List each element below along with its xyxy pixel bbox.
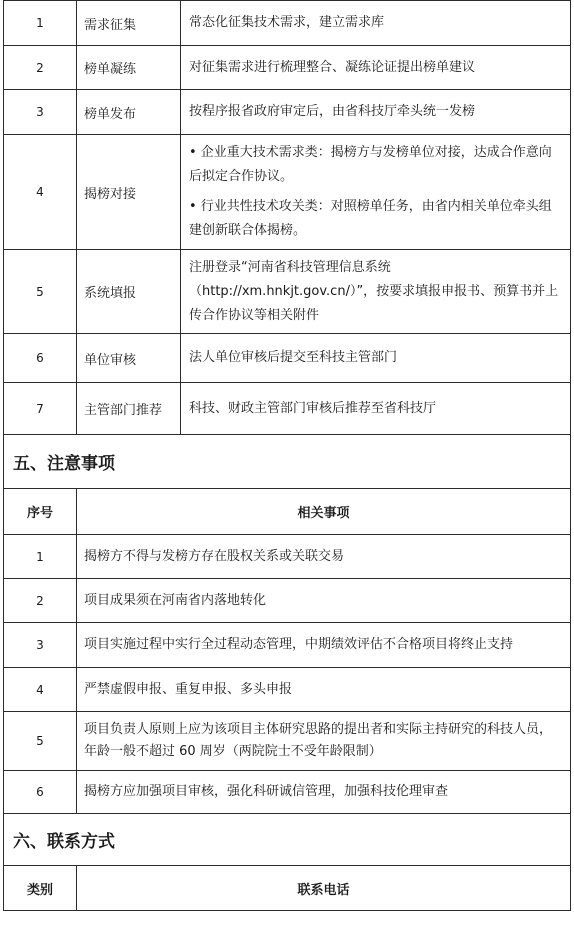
step-name: 主管部门推荐: [77, 383, 181, 435]
table-row: [4, 668, 571, 712]
step-name: 榜单发布: [77, 90, 181, 135]
step-description: [181, 135, 571, 250]
table-header-row: [4, 489, 571, 535]
step-number: 1: [4, 1, 77, 46]
table-row: [4, 250, 571, 334]
step-description: [181, 383, 571, 435]
column-header-phone: 联系电话: [77, 866, 571, 911]
table-row: [4, 334, 571, 383]
section-heading: 五、注意事项: [4, 435, 571, 489]
step-description: [181, 1, 571, 46]
table-row: [4, 771, 571, 814]
item-number: 6: [4, 771, 77, 814]
step-description-line: • 行业共性技术攻关类：对照榜单任务，由省内相关单位牵头组建创新联合体揭榜。: [189, 199, 552, 238]
step-number: 6: [4, 334, 77, 383]
item-number: 5: [4, 712, 77, 771]
table-row: [4, 46, 571, 90]
item-number: 2: [4, 579, 77, 623]
step-description-line: • 企业重大技术需求类：揭榜方与发榜单位对接，达成合作意向后拟定合作协议。: [189, 145, 552, 184]
step-number: 2: [4, 46, 77, 90]
item-text: 严禁虚假申报、重复申报、多头申报: [77, 668, 571, 712]
step-description-line: 法人单位审核后提交至科技主管部门: [189, 350, 398, 365]
step-number: 5: [4, 250, 77, 334]
table-row: [4, 383, 571, 435]
item-text: 揭榜方应加强项目审核，强化科研诚信管理，加强科技伦理审查: [77, 771, 571, 814]
step-description: [181, 334, 571, 383]
table-header-row: [4, 866, 571, 911]
document-page: [3, 0, 571, 911]
table-row: [4, 712, 571, 771]
column-header-type: 类别: [4, 866, 77, 911]
step-description-line: 按程序报省政府审定后，由省科技厅牵头统一发榜: [189, 104, 476, 119]
step-description-line: 注册登录“河南省科技管理信息系统（http://xm.hnkjt.gov.cn/）”，按要求填报申报书、预算书并上传合作协议等相关附件: [189, 259, 559, 323]
item-text: 揭榜方不得与发榜方存在股权关系或关联交易: [77, 535, 571, 579]
step-name: 需求征集: [77, 1, 181, 46]
table-row: [4, 135, 571, 250]
table-row: [4, 623, 571, 668]
table-row: [4, 535, 571, 579]
column-header-number: 序号: [4, 489, 77, 535]
step-description-line: 科技、财政主管部门审核后推荐至省科技厅: [189, 400, 437, 416]
table-row: [4, 90, 571, 135]
main-table: [3, 0, 571, 911]
step-description-line: 对征集需求进行梳理整合、凝练论证提出榜单建议: [189, 59, 476, 75]
section-heading: 六、联系方式: [4, 814, 571, 866]
step-description: [181, 46, 571, 90]
step-name: 系统填报: [77, 250, 181, 334]
table-row: [4, 579, 571, 623]
item-text: 项目实施过程中实行全过程动态管理，中期绩效评估不合格项目将终止支持: [77, 623, 571, 668]
table-row: [4, 1, 571, 46]
item-number: 3: [4, 623, 77, 668]
item-text: 项目负责人原则上应为该项目主体研究思路的提出者和实际主持研究的科技人员，年龄一般不超过 60 周岁（两院院士不受年龄限制）: [77, 712, 571, 771]
section-heading-row: [4, 435, 571, 489]
step-number: 7: [4, 383, 77, 435]
step-number: 4: [4, 135, 77, 250]
section-heading-row: [4, 814, 571, 866]
step-description: [181, 250, 571, 334]
item-number: 1: [4, 535, 77, 579]
step-description-line: 常态化征集技术需求，建立需求库: [189, 15, 385, 30]
column-header-item: 相关事项: [77, 489, 571, 535]
step-number: 3: [4, 90, 77, 135]
step-name: 榜单凝练: [77, 46, 181, 90]
step-name: 揭榜对接: [77, 135, 181, 250]
step-description: [181, 90, 571, 135]
item-text: 项目成果须在河南省内落地转化: [77, 579, 571, 623]
step-name: 单位审核: [77, 334, 181, 383]
item-number: 4: [4, 668, 77, 712]
